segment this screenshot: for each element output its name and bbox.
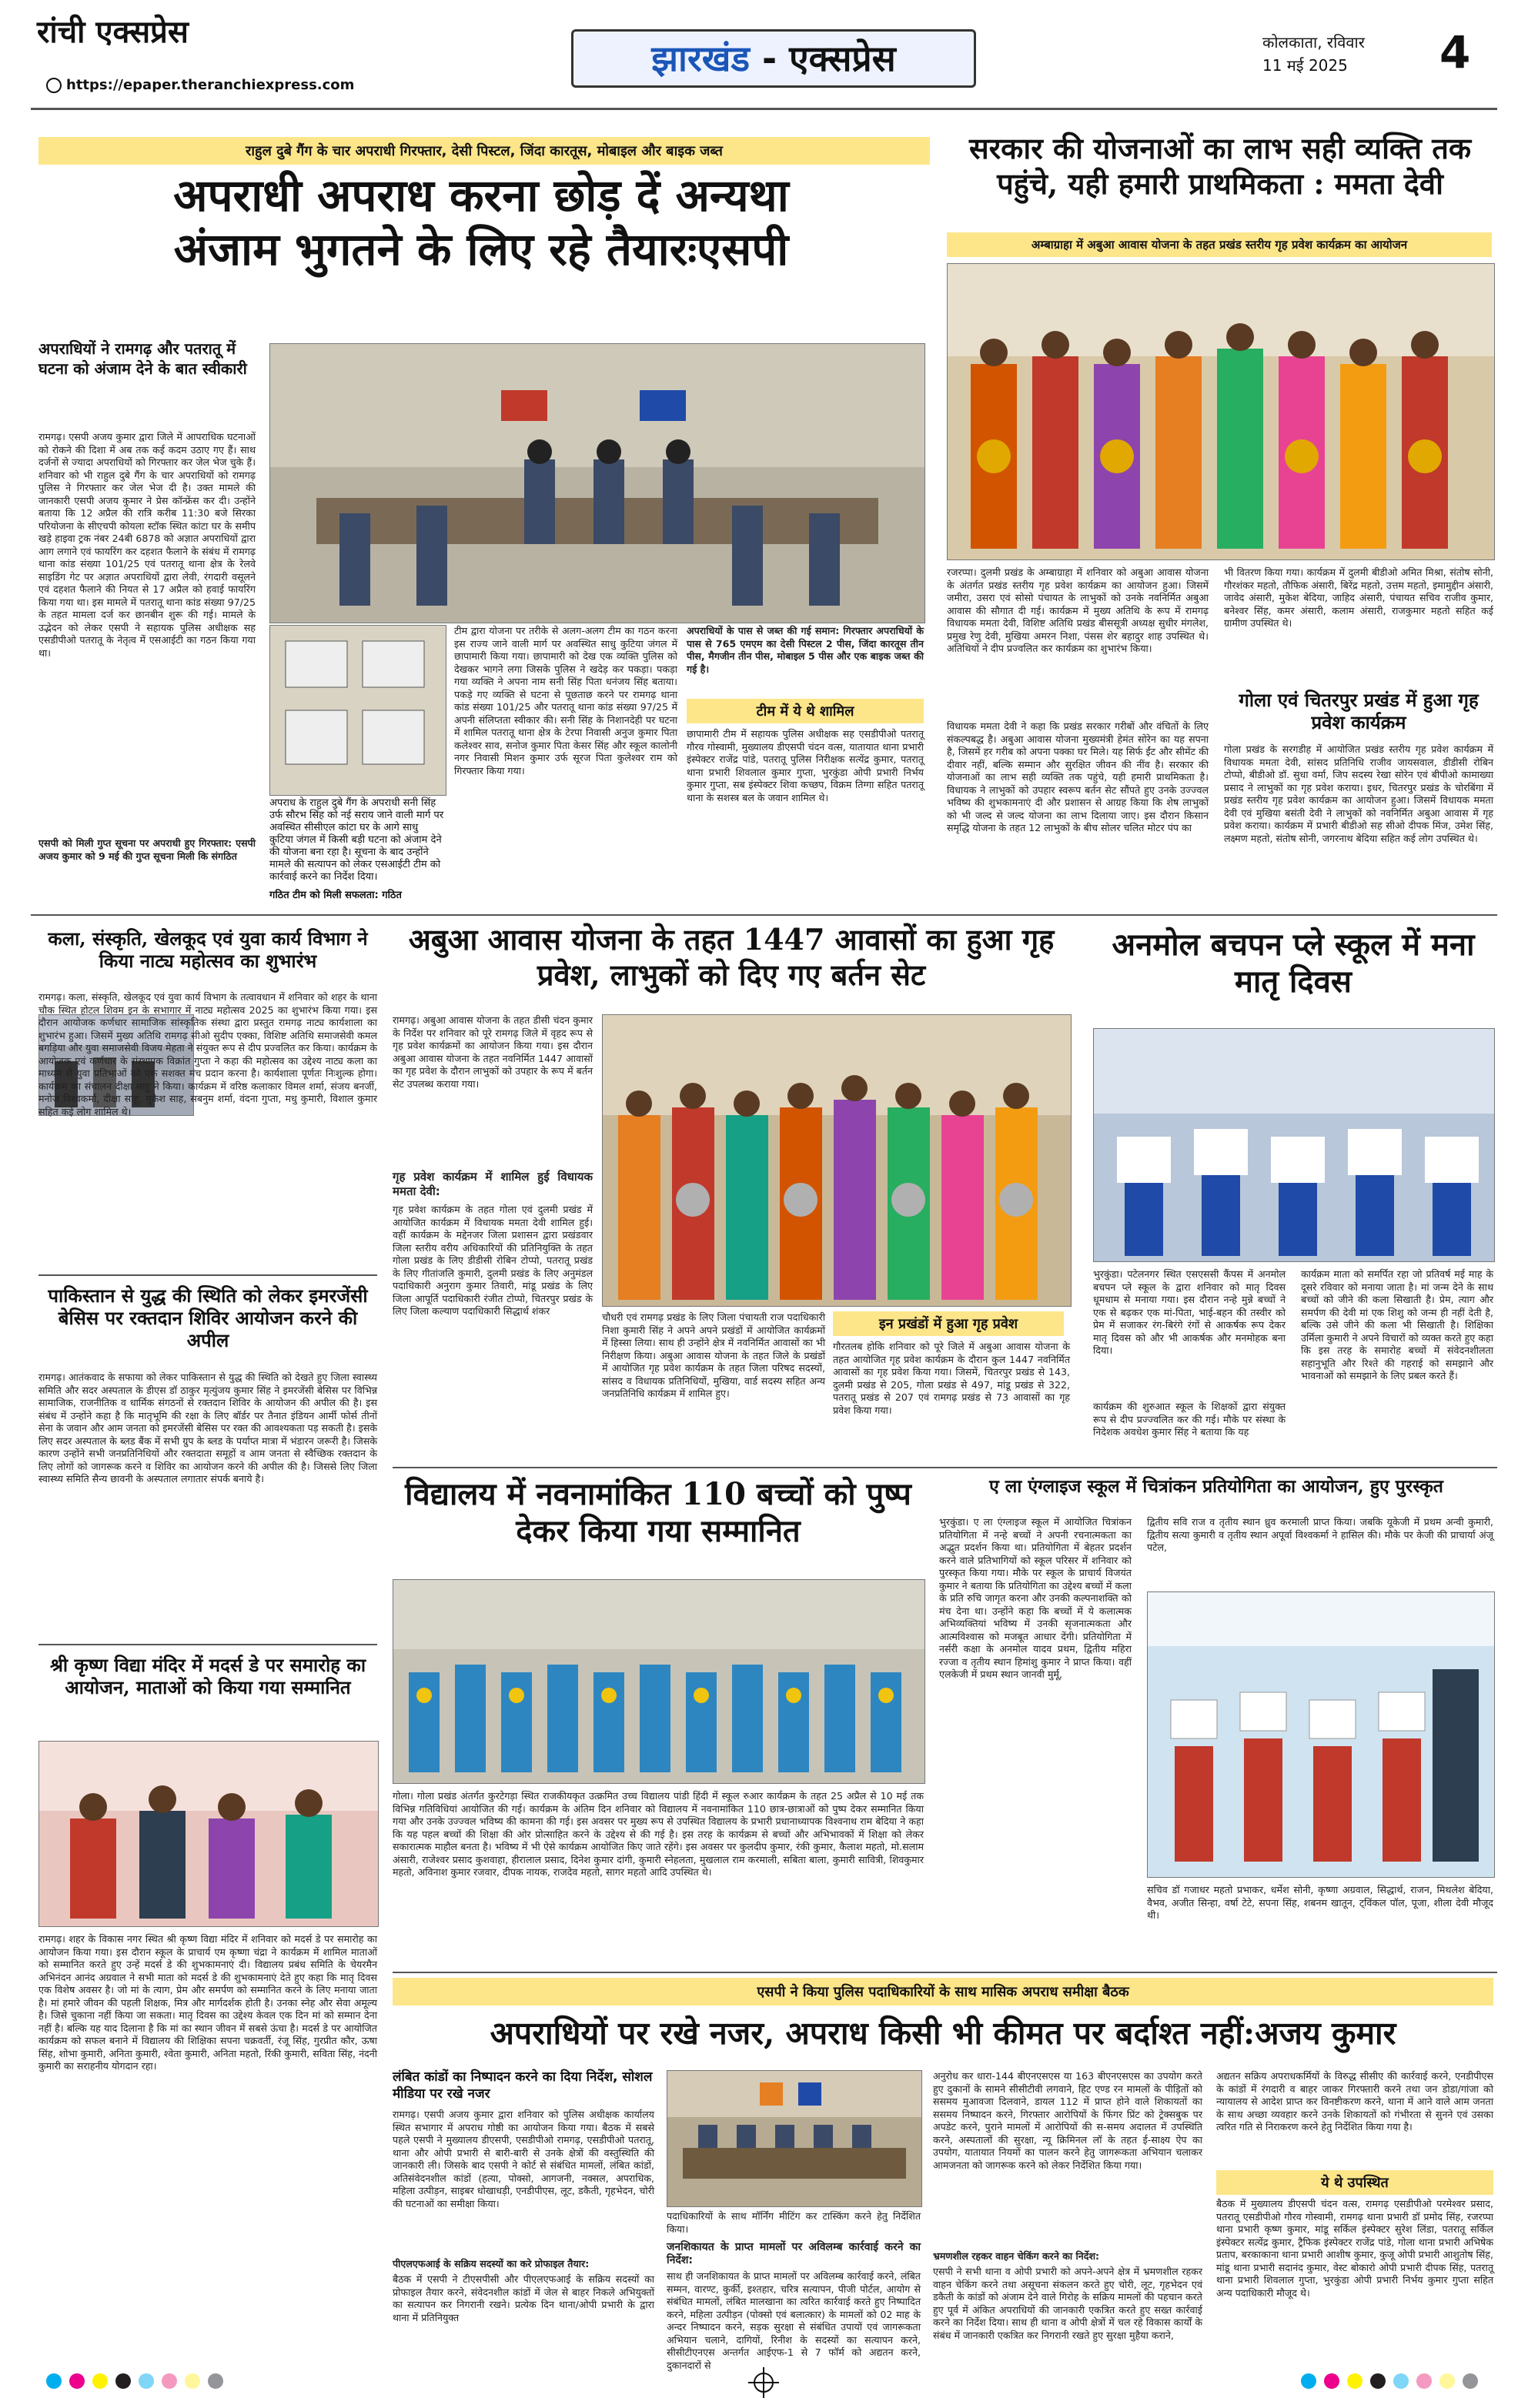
story10-body-3: साथ ही जनशिकायत के प्राप्त मामलों पर अविलम्ब कार्रवाई करने, लंबित सम्मन, वारण्ट, कुर्की, इश्तहार, चरित्र सत्यापन, पीजी पोर्टल, आयोग से संबंधित मामलों, लंबित मालखाना का त्वरित कार्रवाई करते हुए निष्पादित करने, महिला उत्पीड़न (पोक्सो एवं बलात्कार) के मामलों को 02 माह के अन्दर निष्पादन करने, सड़क सुरक्षा से संबंधित उपायों एवं जागरूकता अभियान चलाने, दागियों, रिनीश के सदस्यों का सत्यापन करने, सीसीटीएनएस अन्तर्गत आईएफ-1 से 7 फॉर्म को अद्यतन करने, दुकानदारों से bbox=[667, 2270, 921, 2371]
story10-body-6: अद्यतन सक्रिय अपराधकर्मियों के विरुद्ध सीसीए की कार्रवाई करने, एनडीपीएस के कांडों में रंगदारी व बाहर जाकर गिरफ्तारी करने तथा जन डोडा/गांजा को न्यायालय से आदेश प्राप्त कर विनष्टीकरण करने, थाना में आने वाले आम जनता के साथ अच्छा व्यवहार करने उनके शिकायतों को गंभीरता से सुनने एवं उसका त्वरित गति से निराकरण करने हेतु निर्देशित किया गया है। bbox=[1216, 2070, 1493, 2132]
left-rule-2 bbox=[38, 1644, 377, 1645]
story4-headline: पाकिस्तान से युद्ध की स्थिति को लेकर इमरजेंसी बेसिस पर रक्तदान शिविर आयोजन करने की अपील bbox=[48, 1284, 368, 1351]
story3-body: रामगढ़। कला, संस्कृति, खेलकूद एवं युवा कार्य विभाग के तत्वावधान में शनिवार को शहर के थाना चौक स्थित होटल शिवम इन के सभागार में नाट्य महोत्सव 2025 का शुभारंभ किया गया। इस दौरान आयोजक कर्णधार सामाजिक सांस्कृतिक संस्था द्वारा प्रस्तुत रामगढ़ नाट्य कार्यशाला का शुभारंभ हुआ। जिसमें मुख्य अतिथि रामगढ़ सीओ सुदीप एक्का, विशिष्ट अतिथि समाजसेवी कमल बगड़िया और युवा समाजसेवी विजय मेहता ने संयुक्त रूप से दीप प्रज्वलित कर किया। कार्यक्रम के आयोजक एवं कर्णधार के संस्थापक विक्रांत गुप्ता ने कहा की महोत्सव का उद्देश्य नाट्य कला का माध्यम से युवा प्रतिभाओं को एक सशक्त मंच प्रदान करना है। कार्यशाला पूर्णतः निःशुल्क होगा। कार्यक्रम का संचालन दीक्षा साहू ने किया। कार्यक्रम में वरिष्ठ कलाकार विमल शर्मा, संजय बनर्जी, मनोज विश्वकर्मा, दीक्षा साहू, मुकेश साह, सबनुम शर्मा, वंदना गुप्ता, मधु कुमारी, विशाल कुमार सहित कई लोग शामिल थे। bbox=[38, 991, 377, 1117]
story10-photo-caption: पदाधिकारियों के साथ मॉर्निंग मीटिंग कर टास्किंग करने हेतु निर्देशित किया। bbox=[667, 2210, 921, 2235]
story10-headline: अपराधियों पर रखे नजर, अपराध किसी भी कीमत पर बर्दाश्त नहीं:अजय कुमार bbox=[490, 2015, 1396, 2052]
story7-body-3: कार्यक्रम माता को समर्पित रहा जो प्रतिवर्ष मई माह के दूसरे रविवार को मनाया जाता है। मां जन्म देने के साथ बच्चों को जीने की कला सिखाती है। प्रेम, त्याग और समर्पण की देवी मां एक शिशु को जन्म ही नहीं देती है, बल्कि उसे जीने की कला भी सिखाती है। शिक्षिका उर्मिला कुमारी ने अपने विचारों को व्यक्त करते हुए कहा कि इस तरह के समारोह बच्चों में संवेदनशीलता सहानुभूति और रिश्ते की गहराई को समझाने और भावनाओं को समझाने के लिए प्रबल करते हैं। bbox=[1301, 1268, 1493, 1381]
registration-mark-icon bbox=[748, 2367, 779, 2398]
story1-headline-line1: अपराधी अपराध करना छोड़ दें अन्यथा bbox=[173, 169, 789, 222]
section-banner bbox=[571, 29, 976, 88]
story2-sub-body: गोला प्रखंड के सरगडीह में आयोजित प्रखंड स्तरीय गृह प्रवेश कार्यक्रम में विधायक ममता देवी, सांसद प्रतिनिधि राजीव जायसवाल, डीडीसी रोबिन टोप्पो, बीडीओ डॉ. सुधा वर्मा, जिप सदस्य रेखा सोरेन एवं बीपीओ कामाख्या प्रसाद ने लाभुकों का गृह प्रवेश कराया। इधर, चितरपुर प्रखंड के चोरबिंगा में प्रखंड स्तरीय गृह प्रवेश कार्यक्रम का आयोजन हुआ। जिसमें विधायक ममता देवी एवं मुखिया बसंती देवी ने लाभुकों को नवनिर्मित अबुआ आवास में गृह प्रवेश कराया। कार्यक्रम में प्रभारी बीडीओ सह सीओ दीपक मिंज, उमेश सिंह, लक्ष्मण महतो, संतोष सोनी, जगरनाथ बेदिया सहित कई लोग उपस्थित थे। bbox=[1224, 743, 1493, 844]
city-day: कोलकाता, रविवार bbox=[1262, 33, 1365, 52]
story2-photo bbox=[947, 263, 1495, 560]
story7-body-2: कार्यक्रम की शुरुआत स्कूल के शिक्षकों द्वारा संयुक्त रूप से दीप प्रज्ज्वलित कर की गई। मौके पर संस्था के निदेशक अवधेश कुमार सिंह ने बताया कि यह bbox=[1093, 1401, 1286, 1438]
story6-headline: अबुआ आवास योजना के तहत 1447 आवासों का हुआ गृह प्रवेश, लाभुकों को दिए गए बर्तन सेट bbox=[408, 922, 1055, 992]
story1-subhead: अपराधियों ने रामगढ़ और पतरातू में घटना को अंजाम देने के बात स्वीकारी bbox=[38, 339, 247, 378]
story10-present-body: बैठक में मुख्यालय डीएसपी चंदन वत्स, रामगढ़ एसडीपीओ परमेश्वर प्रसाद, पतरातू एसडीपीओ गौरव गोस्वामी, रामगढ़ थाना प्रभारी डॉ प्रमोद सिंह, रजरप्पा थाना प्रभारी कृष्ण कुमार, मांडू सर्किल इंस्पेक्टर सुरेश लिंडा, पतरातू सर्किल इंस्पेक्टर सत्येंद्र कुमार, ट्रैफिक इंस्पेक्टर राजेंद्र पांडे, गोला थाना प्रभारी अभिषेक प्रताप, बरकाकाना थाना प्रभारी आशीष कुमार, कुजू ओपी प्रभारी आशुतोष सिंह, मांडू थाना प्रभारी सदानंद कुमार, वेस्ट बोकारो ओपी प्रभारी दीपक सिंह, पतरातू थाना प्रभारी शिवलाल गुप्ता, भुरकुंडा ओपी प्रभारी निर्भय कुमार गुप्ता सहित अन्य पदाधिकारी मौजूद थे। bbox=[1216, 2198, 1493, 2299]
story6-body-4: गौरतलब होकि शनिवार को पूरे जिले में अबुआ आवास योजना के तहत आयोजित गृह प्रवेश कार्यक्रम के दौरान कुल 1447 नवनिर्मित आवासों का गृह प्रवेश किया गया। जिसमें, चितरपुर प्रखंड से 143, दुलमी प्रखंड से 205, गोला प्रखंड से 497, मांडू प्रखंड से 322, पतरातू प्रखंड से 207 एवं रामगढ़ प्रखंड से 73 आवासों का गृह प्रवेश किया गया। bbox=[833, 1341, 1070, 1416]
story1-body-1: रामगढ़। एसपी अजय कुमार द्वारा जिले में आपराधिक घटनाओं को रोकने की दिशा में अब तक कई कदम उठाए गए हैं। साथ दर्जनों से ज्यादा अपराधियों को गिरफ्तार कर जेल भेज चुके हैं। शनिवार को भी राहुल दुबे गैंग के चार अपराधियों को रामगढ़ पुलिस ने गिरफ्तार कर जेल भेज दी है। उक्त मामले की जानकारी एसपी अजय कुमार ने प्रेस कॉन्फ्रेंस कर दी। उन्होंने बताया कि 12 अप्रैल की रात्रि करीब 11:30 बजे सिरका परियोजना के सीएचपी कोयला स्टॉक स्थित कांटा घर के समीप खड़े हाइवा ट्रक नंबर 24बी 6878 को अज्ञात अपराधियों द्वारा आग लगाने एवं फायरिंग कर दहशत फैलाने के संबंध में रामगढ़ थाना कांड संख्या 101/25 एवं पतरातू थाना क्षेत्र के रेलवे साइडिंग गेट पर अज्ञात अपराधियों द्वारा लेवी, रंगदारी वसूलने एवं दहशत फैलाने की नियत से 17 अप्रैल को हवाई फायरिंग किया गया था। इस मामले में पतरातू थाना कांड संख्या 97/25 के तहत मामला दर्ज कर छानबीन शुरू की गई। मामले के उद्भेदन को लेकर एसपी ने सहायक पुलिस अधीक्षक सह एसडीपीओ पतरातू के नेतृत्व में एसआईटी का गठन किया गया था। bbox=[38, 431, 256, 659]
story1-body-2: टीम द्वारा योजना पर तरीके से अलग-अलग टीम का गठन करना इस राज्य जाने वाली मार्ग पर अवस्थित साधु कुटिया जंगल में छापामारी किया गया। छापामारी को देख एक व्यक्ति पुलिस को देखकर भागने लगा जिसके पुलिस ने खदेड़ कर पकड़ा। पकड़ा गया व्यक्ति ने अपना नाम सनी सिंह पिता धनंजय सिंह बताया। पकड़े गए व्यक्ति से घटना से पूछताछ करने पर रामगढ़ थाना कांड संख्या 101/25 और पतरातू थाना कांड संख्या 97/25 में अपनी संलिप्तता स्वीकार की। सनी सिंह के निशानदेही पर घटना में शामिल पतरातू थाना क्षेत्र के टेरपा निवासी अनुज कुमार पिता कलेश्वर साव, सनोज कुमार पिता केसर सिंह और स्कूल कालोनी नगर निवासी मिशन कुमार उर्फ सूरज पिता कुलेश्वर राम को गिरफ्तार किया गया। bbox=[454, 625, 677, 777]
story1-photo-seized bbox=[269, 625, 446, 796]
story4-body: रामगढ़। आतंकवाद के सफाया को लेकर पाकिस्तान से युद्ध की स्थिति को देखते हुए जिला स्वास्थ्य समिति और सदर अस्पताल के डीएस डॉ ठाकुर मृत्युंजय कुमार सिंह ने इमरजेंसी बेसिस पर विभिन्न सामाजिक, राजनीतिक व धार्मिक संगठनों से रक्तदान शिविर के आयोजन की अपील की है। इस संबंध में उन्होंने कहा है कि मातृभूमि की रक्षा के लिए बॉर्डर पर तैनात इंडियन आर्मी फोर्स तीनों सेना के जवान और आम जनता को इमरजेंसी बेसिस पर रक्त की आवश्यकता पड़ सकती है। इसके लिए सदर अस्पताल के ब्लड बैंक में सभी ग्रुप के ब्लड के पर्याप्त मात्रा में भंडारन जरूरी है। जिसके कारण उन्होंने सभी जनप्रतिनिधियों और रक्तदाता समूहों व आम जनता से स्वैच्छिक रक्तदान के लिए लोगों को जागरूक करने व शिविर का आयोजन करने की अपील की है। जिससे लिए जिला स्वास्थ्य समिति सैन्य छावनी के अस्पताल लगातार संपर्क बनाये है। bbox=[38, 1371, 377, 1485]
story6-sub-1: गृह प्रवेश कार्यक्रम में शामिल हुई विधायक ममता देवी: bbox=[393, 1170, 593, 1198]
story2-body-1: रजरप्पा। दुलमी प्रखंड के अम्बाग्राहा में शनिवार को अबुआ आवास योजना के अंतर्गत प्रखंड स्तरीय गृह प्रवेश कार्यक्रम का आयोजन हुआ। जिसमें जमीरा, उसरा एवं सोसो पंचायत के लाभुकों को उनके नवनिर्मित अबुआ आवास की सौगात दी गई। कार्यक्रम में मुख्य अतिथि के रूप में रामगढ़ विधायक ममता देवी, विशिष्ट अतिथि प्रखंड बीससूत्री अध्यक्ष सुधीर मंगलेश, प्रमुख रेणु देवी, मुखिया अमरन निशा, पंसस शेर बहादुर शाह उपस्थित थे। अतिथियों ने दीप प्रज्वलित कर कार्यक्रम का शुभारंभ किया। bbox=[947, 566, 1209, 654]
story6-body-3: चौधरी एवं रामगढ़ प्रखंड के लिए जिला पंचायती राज पदाधिकारी निशा कुमारी सिंह ने अपने अपने प्रखंडों में आयोजित कार्यक्रमों में हिस्सा लिया। साथ ही उन्होंने क्षेत्र में नवनिर्मित आवासों का भी निरीक्षण किया। अबुआ आवास योजना के तहत जिले के प्रखंडों में आयोजित गृह प्रवेश कार्यक्रम के तहत जिला परिषद सदस्यों, सांसद व विधायक प्रतिनिधियों, मुखिया, वार्ड सदस्य सहित अन्य जनप्रतिनिधि कार्यक्रम में शामिल हुए। bbox=[602, 1311, 825, 1399]
page-number: 4 bbox=[1439, 26, 1471, 78]
story5-headline: श्री कृष्ण विद्या मंदिर में मदर्स डे पर समारोह का आयोजन, माताओं को किया गया सम्मानित bbox=[49, 1654, 366, 1698]
story2-kicker: अम्बाग्राहा में अबुआ आवास योजना के तहत प्रखंड स्तरीय गृह प्रवेश कार्यक्रम का आयोजन bbox=[947, 232, 1492, 257]
printer-color-bar-left bbox=[46, 2373, 223, 2389]
story8-headline: विद्यालय में नवनामांकित 110 बच्चों को पुष्प देकर किया गया सम्मानित bbox=[405, 1476, 911, 1549]
story1-headline bbox=[38, 169, 924, 276]
story9-headline: ए ला एंग्लाइज स्कूल में चित्रांकन प्रतियोगिता का आयोजन, हुए पुरस्कृत bbox=[989, 1476, 1443, 1497]
story2-body-2: विधायक ममता देवी ने कहा कि प्रखंड सरकार गरीबों और वंचितों के लिए संकल्पबद्ध है। अबुआ आवास योजना मुख्यमंत्री हेमंत सोरेन का यह सपना है, जिसमें हर गरीब को अपना पक्का घर मिले। यह सिर्फ ईंट और सीमेंट की दीवार नहीं, बल्कि सम्मान और सुरक्षित जीवन की नींव है। सरकार की योजनाओं का लाभ सही व्यक्ति तक पहुंचे, यही हमारी प्राथमिकता है। विधायक ने लाभुकों को उपहार स्वरूप बर्तन सेट सौंपते हुए उनके उज्ज्वल भविष्य की शुभकामनाएं दी और प्रशासन से आग्रह किया कि शेष लाभुकों को भी जल्द से जल्द योजना का लाभ दिलाया जाए। इस दौरान किसान समृद्धि योजना के तहत 12 लाभुकों के बीच सोलर चलित मोटर पंप का bbox=[947, 720, 1209, 833]
story8-photo bbox=[393, 1579, 925, 1784]
story2-headline bbox=[947, 131, 1493, 201]
story5-photo bbox=[38, 1741, 379, 1927]
story8-body: गोला। गोला प्रखंड अंतर्गत कुरटेगड़ा स्थित राजकीयकृत उत्क्रमित उच्च विद्यालय पांडी हिंदी में स्कूल रुआर कार्यक्रम के तहत 25 अप्रैल से 10 मई तक विभिन्न गतिविधियां आयोजित की गई। कार्यक्रम के अंतिम दिन शनिवार को विद्यालय में नवनामांकित 110 छात्र-छात्राओं को पुष्प देकर सम्मानित किया गया और उनके उज्ज्वल भविष्य की कामना की गई। इस अवसर पर मुख्य रूप से उपस्थित विद्यालय के प्रभारी प्रधानाध्यापक विश्वनाथ राम बेदिया ने कहा कि यह पहल बच्चों की शिक्षा की ओर प्रोत्साहित करने के उद्देश्य से की गई है। इस तरह के कार्यक्रम से बच्चों और अभिभावकों में शिक्षा को लेकर सकारात्मक माहौल बनता है। भविष्य में भी ऐसे कार्यक्रम आयोजित किए जाते रहेंगे। इस अवसर पर कुलदीप कुमार, रंकी कुमार, कैलाश महतो, मो.सलाम अंसारी, राजेश्वर प्रसाद कुशवाहा, हीरालाल प्रसाद, दिनेश कुमार दांगी, कुमारी स्नेहलता, मुखलाल राम करमाली, सबिता बाला, कुमारी सावित्री, शिवकुमार महतो, अविनाश कुमार रजवार, दीपक नायक, राजदेव महतो, सागर महतो आदि उपस्थित थे। bbox=[393, 1790, 924, 1878]
row-rule-3 bbox=[393, 1972, 1497, 1973]
story2-headline-line2: पहुंचे, यही हमारी प्राथमिकता : ममता देवी bbox=[997, 165, 1443, 201]
row-rule-2 bbox=[393, 1467, 1497, 1468]
story10-sub-3: जनशिकायत के प्राप्त मामलों पर अविलम्ब कार्रवाई करने का निर्देश: bbox=[667, 2241, 921, 2266]
story10-body-2: बैठक में एसपी ने टीएसपीसी और पीएलएफआई के सक्रिय सदस्यों का प्रोफाइल तैयार करने, संवेदनशील कांडों में जेल से बाहर निकले अभियुक्तों का सत्यापन कर निगरानी रखने। प्रत्येक दिन थाना/ओपी प्रभारी के द्वारा थाना में प्रतिनियुक्त bbox=[393, 2273, 654, 2323]
story10-present-head: ये थे उपस्थित bbox=[1216, 2170, 1493, 2195]
row-rule-1 bbox=[31, 914, 1497, 916]
story10-sub-2: पीएलएफआई के सक्रिय सदस्यों का करे प्रोफाइल तैयार: bbox=[393, 2258, 590, 2269]
story1-body-1-tail: एसपी को मिली गुप्त सूचना पर अपराधी हुए गिरफ्तार: एसपी अजय कुमार को 9 मई की गुप्त सूचना मिली कि संगठित bbox=[38, 837, 256, 862]
story1-headline-line2: अंजाम भुगतने के लिए रहे तैयारःएसपी bbox=[173, 222, 789, 276]
story2-subhead: गोला एवं चितरपुर प्रखंड में हुआ गृह प्रवेश कार्यक्रम bbox=[1239, 689, 1479, 733]
story6-body-1: रामगढ़। अबुआ आवास योजना के तहत डीसी चंदन कुमार के निर्देश पर शनिवार को पूरे रामगढ़ जिले में वृहद रूप से गृह प्रवेश कार्यक्रमों का आयोजन किया गया। इस दौरान अबुआ आवास योजना के तहत नवनिर्मित 1447 आवासों का गृह प्रवेश के दौरान लाभुकों को उपहार के रूप में बर्तन सेट उपलब्ध कराया गया। bbox=[393, 1014, 593, 1090]
story9-photo bbox=[1147, 1591, 1495, 1878]
story1-team-body: छापामारी टीम में सहायक पुलिस अधीक्षक सह एसडीपीओ पतरातू गौरव गोस्वामी, मुख्यालय डीएसपी चंदन वत्स, यातायात थाना प्रभारी इंस्पेक्टर राजेंद्र पांडे, पतरातू पुलिस निरीक्षक सत्येंद्र कुमार, पतरातू थाना प्रभारी शिवलाल कुमार गुप्ता, भुरकुंडा ओपी प्रभारी निर्भय कुमार गुप्ता, सब इंस्पेक्टर शिवा कच्छप, विक्रम तिग्गा सहित पतरातू थाना के सशस्त्र बल के जवान शामिल थे। bbox=[687, 728, 924, 803]
section-name-b: एक्सप्रेस bbox=[789, 38, 896, 79]
issue-date: 11 मई 2025 bbox=[1262, 56, 1348, 75]
masthead-dateline bbox=[1262, 31, 1365, 77]
story9-body-2: द्वितीय सवि राज व तृतीय स्थान ध्रुव करमाली प्राप्त किया। जबकि यूकेजी में प्रथम अन्वी कुमारी, द्वितीय सत्या कुमारी व तृतीय स्थान अपूर्वा विश्वकर्मा ने हासिल की। मौके पर केजी की प्राचार्या अंजू पटेल, bbox=[1147, 1516, 1493, 1553]
story1-photo-caption-2: गठित टीम को मिली सफलता: गठित bbox=[269, 890, 402, 901]
story1-body-3: अपराधियों के पास से जब्त की गई समान: गिरफ्तार अपराधियों के पास से 765 एमएम का देसी पिस्टल 2 पीस, जिंदा कारतूस तीन पीस, मैगजीन तीन पीस, मोबाइल 5 पीस और एक बाइक जब्त की गई है। bbox=[687, 625, 924, 675]
story9-body-3: सचिव डॉ गजाधर महतो प्रभाकर, धर्मेश सोनी, कृष्णा अग्रवाल, सिद्धार्थ, राजन, मिथलेश बेदिया, वैभव, अजीत सिन्हा, वर्षा टेटे, सपना सिंह, शबनम खातून, ट्विंकल पॉल, पूजा, शीला देवी मौजूद थी। bbox=[1147, 1884, 1493, 1921]
printer-color-bar-right bbox=[1301, 2373, 1478, 2389]
story10-photo bbox=[667, 2070, 922, 2207]
story10-body-1: रामगढ़। एसपी अजय कुमार द्वारा शनिवार को पुलिस अधीक्षक कार्यालय स्थित सभागार में अपराध गोष्ठी का आयोजन किया गया। बैठक में सबसे पहले एसपी ने मुख्यालय डीएसपी, एसडीपीओ रामगढ़, एसडीपीओ पतरातू, थाना और ओपी प्रभारी से बारी-बारी से उनके क्षेत्रों की वस्तुस्थिति की जानकारी ली। जिसके बाद एसपी ने कोर्ट से संबंधित मामलों, लंबित कांडों, अतिसंवेदनशील कांडों (हत्या, पोक्सो, आगजनी, नक्सल, अपराधिक, महिला उत्पीड़न, साइबर धोखाधड़ी, एनडीपीएस, लूट, डकैती, गृहभेदन, चोरी की घटनाओं का समीक्षा किया। bbox=[393, 2109, 654, 2209]
masthead-url[interactable] bbox=[46, 77, 354, 93]
story7-headline: अनमोल बचपन प्ले स्कूल में मना मातृ दिवस bbox=[1112, 927, 1475, 1000]
story1-team-head: टीम में ये थे शामिल bbox=[687, 699, 924, 723]
story6-photo-label: इन प्रखंडों में हुआ गृह प्रवेश bbox=[833, 1311, 1064, 1336]
story7-body-1: भुरकुंडा। पटेलनगर स्थित एसएससी कैंपस में अनमोल बचपन प्ले स्कूल के द्वारा शनिवार को मातृ दिवस धूमधाम से मनाया गया। इस दौरान नन्हे मुन्ने बच्चों ने एक से बढ़कर एक मां-पिता, भाई-बहन की तस्वीर को प्रेम में सजाकर रंग-बिरंगे रंगों से आकर्षक रूप देकर मातृ दिवस को और भी आकर्षक और मनमोहक बना दिया। bbox=[1093, 1268, 1286, 1356]
story7-photo bbox=[1093, 1028, 1495, 1262]
story6-photo bbox=[602, 1014, 1072, 1307]
story10-sub-4: भ्रमणशील रहकर वाहन चेकिंग करने का निर्देश: bbox=[933, 2250, 1100, 2262]
globe-icon bbox=[46, 78, 62, 93]
story9-body-1: भुरकुंडा। ए ला एंग्लाइज स्कूल में आयोजित चित्रांकन प्रतियोगिता में नन्हे बच्चों ने अपनी रचनात्मकता का अद्भुत प्रदर्शन किया था। प्रतियोगिता में बेहतर प्रदर्शन करने वाले प्रतिभागियों को स्कूल परिसर में शनिवार को पुरस्कृत किया गया। मौके पर स्कूल के प्राचार्य विजयंत कुमार ने बताया कि प्रतियोगिता का उद्देश्य बच्चों में कला के प्रति रुचि जागृत करना और उनकी कल्पनाशक्ति को मंच देना था। उन्होंने कहा कि बच्चों में ये कलात्मक अभिव्यक्तियां भविष्य में उनकी सृजनात्मकता और आत्मविश्वास को मजबूत आधार देंगी। प्रतियोगिता में नर्सरी कक्षा के अनमोल यादव प्रथम, द्वितीय महिरा रज्जा व तृतीय स्थान हिमांशु कुमार ने प्राप्त किया। वहीं एलकेजी में प्रथम स्थान जानवी मुर्मू, bbox=[939, 1516, 1132, 1680]
story10-body-4: अनुरोध कर धारा-144 बीएनएसएस या 163 बीएनएसएस का उपयोग करते हुए दुकानों के सामने सीसीटीवी लगवाने, हिट एण्ड रन मामलों के पीड़ितों को ससमय मुआवजा दिलवाने, डायल 112 में प्राप्त होने वाले शिकायतों का ससमय निष्पादन करने, गिरफ्तार आरोपियों के फिंगर प्रिंट को ट्रेक्सबुक पर अपडेट करने, पुराने मामलों में आरोपियों की स-समय अदालत में उपस्थिति करने, अस्पतालों की सुरक्षा, न्यू क्रिमिनल लॉ के तहत ई-साक्ष्य ऐप का उपयोग, यातायात नियमों का पालन करने हेतु जागरूकता अभियान चलाकर आमजनता को जागरूक करने को लेकर निर्देशित किया गया। bbox=[933, 2070, 1202, 2171]
story10-kicker: एसपी ने किया पुलिस पदाधिकारियों के साथ मासिक अपराध समीक्षा बैठक bbox=[393, 1978, 1493, 2006]
section-sep: - bbox=[750, 38, 790, 79]
story10-body-5: एसपी ने सभी थाना व ओपी प्रभारी को अपने-अपने क्षेत्र में भ्रमणशील रहकर वाहन चेकिंग करने तथा असूचना संकलन करते हुए चोरी, लूट, गृहभेदन एवं डकैती के कांडों को अंजाम देने वाले गिरोह के सक्रिय मामलों की पहचान करते हुए पूर्व में अंकित अपराधियों की जानकारी एकत्रित करते हुए सख्त कार्रवाई करने का निर्देश दिया। साथ ही थाना व ओपी क्षेत्रों में चल रहे विकास कार्यों के संबंध में जानकारी एकत्रित कर निगरानी रखते हुए सुरक्षा मुहैया कराने, bbox=[933, 2266, 1202, 2341]
story2-headline-line1: सरकार की योजनाओं का लाभ सही व्यक्ति तक bbox=[968, 131, 1472, 165]
story10-subhead: लंबित कांडों का निष्पादन करने का दिया निर्देश, सोशल मीडिया पर रखे नजर bbox=[393, 2069, 653, 2102]
left-rule-1 bbox=[38, 1274, 377, 1276]
section-name-a: झारखंड bbox=[651, 38, 750, 79]
story3-headline: कला, संस्कृति, खेलकूद एवं युवा कार्य विभाग ने किया नाट्य महोत्सव का शुभारंभ bbox=[48, 927, 368, 972]
masthead-logo: रांची एक्सप्रेस bbox=[37, 14, 189, 50]
story2-body-3: भी वितरण किया गया। कार्यक्रम में दुलमी बीडीओ अमित मिश्रा, संतोष सोनी, गौरशंकर महतो, तौफिक अंसारी, बिरेंद्र महतो, उत्तम महतो, इमामुद्दीन अंसारी, जावेद अंसारी, मुकेश बेदिया, जाहिद अंसारी, पंचायत सचिव राजीव कुमार, बनेश्वर सिंह, कमर अंसारी, कलाम अंसारी, राजकुमार महतो सहित कई ग्रामीण उपस्थित थे। bbox=[1224, 566, 1493, 629]
story6-body-2: गृह प्रवेश कार्यक्रम के तहत गोला एवं दुलमी प्रखंड में आयोजित कार्यक्रम में विधायक ममता देवी शामिल हुई। वहीं कार्यक्रम के मद्देनजर जिला प्रशासन द्वारा प्रखंडवार जिला स्तरीय वरीय अधिकारियों की प्रतिनियुक्ति के तहत गोला प्रखंड के लिए डीडीसी रोबिन टोप्पो, पतरातू प्रखंड के लिए गीतांजलि कुमारी, दुलमी प्रखंड के लिए अनुमंडल पदाधिकारी अनुराग कुमार तिवारी, मांडू प्रखंड के लिए जिला आपूर्ति पदाधिकारी रंजीत टोप्पो, चितरपुर प्रखंड के लिए जिला कल्याण पदाधिकारी सिद्धार्थ शंकर bbox=[393, 1204, 593, 1317]
story1-photo-press bbox=[269, 343, 925, 623]
story1-kicker: राहुल दुबे गैंग के चार अपराधी गिरफ्तार, देसी पिस्टल, जिंदा कारतूस, मोबाइल और बाइक जब्त bbox=[38, 137, 930, 165]
masthead-rule bbox=[31, 108, 1497, 110]
story5-body: रामगढ़। शहर के विकास नगर स्थित श्री कृष्ण विद्या मंदिर में शनिवार को मदर्स डे पर समारोह का आयोजन किया गया। इस दौरान स्कूल के प्राचार्य एम कृष्णा चंद्रा ने कार्यक्रम में शामिल माताओं को सम्मानित करते हुए उन्हें मदर्स डे की शुभकामनाएं दी। विद्यालय प्रबंध समिति के चेयरमैन अभिनंदन आनंद अग्रवाल ने सभी माता को मदर्स डे की शुभकामनाएं देते हुए कहा कि मातृ दिवस एक विशेष अवसर है। जो मां के त्याग, प्रेम और समर्पण को सम्मानित करने के लिए मनाया जाता है। मां हमारे जीवन की पहली शिक्षक, मित्र और मार्गदर्शक होती है। उनका स्नेह और सेवा अमूल्य है। जिसे चुकाना नहीं किया जा सकता। मातृ दिवस का उद्देश्य केवल एक दिन मां को सम्मान देना नहीं है। बल्कि यह याद दिलाना है कि मां का स्थान जीवन में सबसे ऊंचा है। मदर्स डे पर आयोजित कार्यक्रम को सफल बनाने में विद्यालय की शिक्षिका सपना चक्रवर्ती, रंजू सिंह, गुरप्रीत कौर, ऊषा सिंह, शोभा कुमारी, अनिता कुमारी, श्वेता कुमारी, अनिता महतो, रिंकी कुमारी, सविता सिंह, नंदनी कुमारी का सराहनीय योगदान रहा। bbox=[38, 1933, 377, 2072]
url-text: https://epaper.theranchiexpress.com bbox=[66, 77, 355, 93]
story1-photo-caption: अपराध के राहुल दुबे गैंग के अपराधी सनी सिंह उर्फ सौरभ सिंह को नई सराय जाने वाली मार्ग पर अवस्थित सीसीएल कांटा घर के आगे साधु कुटिया जंगल में किसी बड़ी घटना को अंजाम देने की योजना बना रहा है। सूचना के बाद उन्होंने मामले की सत्यापन को लेकर एसआईटी टीम को कार्रवाई करने का निर्देश दिया। bbox=[269, 797, 444, 883]
